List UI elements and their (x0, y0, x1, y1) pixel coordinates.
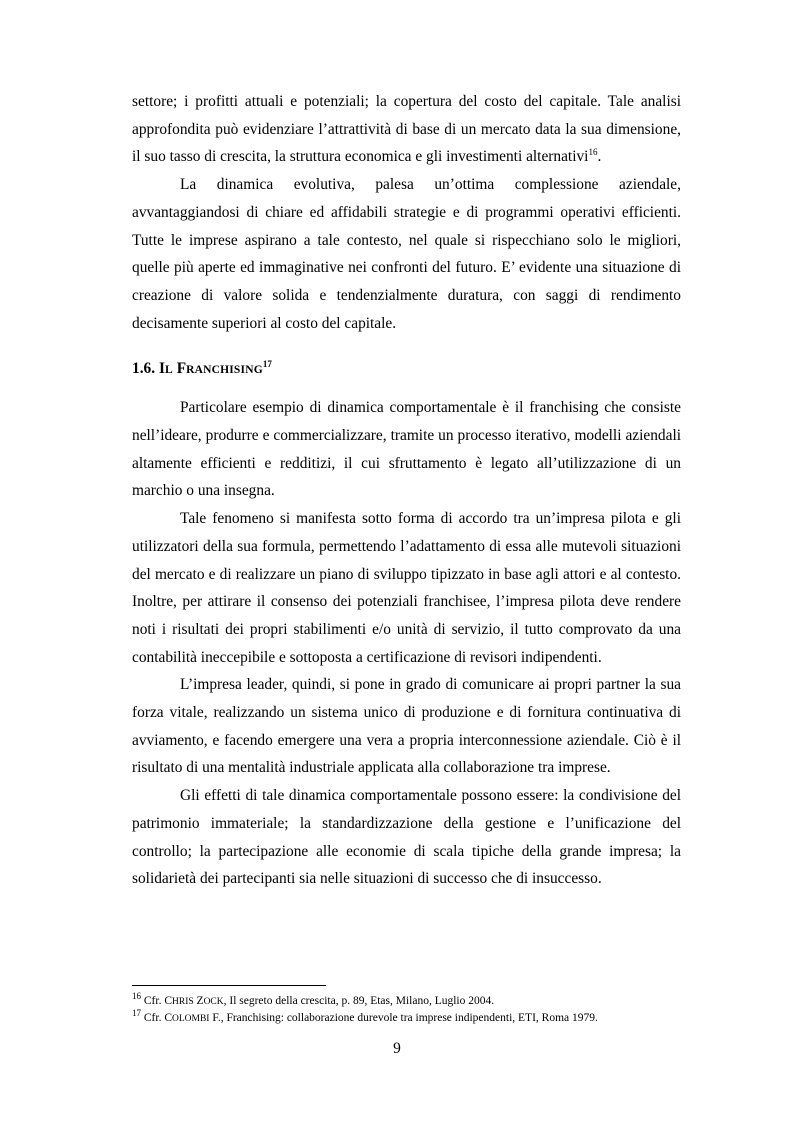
paragraph: La dinamica evolutiva, palesa un’ottima complessione aziendale, avvantaggiandosi di chiare ed affidabili strategie e di programmi operativi efficienti. Tutte le imprese aspirano a tale contesto, nel quale si rispecchiano solo le migliori, quelle più aperte ed immaginative nei confronti del futuro. E’ evidente una situazione di creazione di valore solida e tendenzialmente duratura, con saggi di rendimento decisamente superiori al costo del capitale. (132, 176, 681, 332)
section-title (159, 360, 263, 377)
paragraph-tail: . (597, 148, 602, 166)
footnote-prefix: Cfr. (143, 995, 165, 1007)
footnote-ref: 17 (262, 359, 272, 370)
section-number: 1.6. (132, 360, 156, 378)
title-smallcaps: RANCHISING (186, 364, 263, 377)
author-letter: C (164, 1012, 172, 1024)
author-smallcaps: HRIS (172, 997, 194, 1007)
footnote-number: 16 (132, 991, 141, 1002)
author-smallcaps: OCK (203, 997, 224, 1007)
title-letter: I (158, 360, 165, 378)
section-heading (132, 355, 681, 384)
title-smallcaps: L (164, 364, 173, 377)
footnote-separator (132, 985, 326, 986)
author-smallcaps: OLOMBI (172, 1014, 210, 1024)
footnote (132, 993, 692, 1010)
title-letter: F (176, 360, 187, 378)
footnotes (132, 993, 692, 1027)
author-letter: Z (196, 995, 204, 1007)
page-body (132, 88, 681, 893)
author-letter: C (164, 995, 172, 1007)
paragraph: Gli effetti di tale dinamica comportamentale possono essere: la condivisione del patrimonio immateriale; la standardizzazione della gestione e l’unificazione del controllo; la partecipazione alle economie di scala tipiche della grande impresa; la solidarietà dei partecipanti sia nelle situazioni di successo che di insuccesso. (132, 787, 681, 888)
footnote-text: F., Franchising: collaborazione durevole tra imprese indipendenti, ETI, Roma 1979. (209, 1012, 598, 1024)
footnote-ref: 16 (588, 147, 598, 158)
footnote-text: , Il segreto della crescita, p. 89, Etas, Milano, Luglio 2004. (223, 995, 495, 1007)
paragraph: Particolare esempio di dinamica comportamentale è il franchising che consiste nell’ideare, produrre e commercializzare, tramite un processo iterativo, modelli aziendali altamente efficienti e redditizi, il cui sfruttamento è legato all’utilizzazione di un marchio o una insegna. (132, 399, 681, 500)
footnote-number: 17 (132, 1008, 141, 1019)
paragraph-text: settore; i profitti attuali e potenziali; la copertura del costo del capitale. Tale analisi approfondita può evidenziare l’attrattività di base di un mercato data la sua dimensione, il suo tasso di crescita, la struttura economica e gli investimenti alternativi (132, 93, 681, 166)
footnote (132, 1010, 692, 1027)
paragraph-continued (132, 88, 681, 171)
footnote-prefix: Cfr. (143, 1012, 165, 1024)
page-number: 9 (393, 1040, 401, 1057)
paragraph: Tale fenomeno si manifesta sotto forma di accordo tra un’impresa pilota e gli utilizzatori della sua formula, permettendo l’adattamento di essa alle mutevoli situazioni del mercato e di realizzare un piano di sviluppo tipizzato in base agli attori e al contesto. Inoltre, per attirare il consenso dei potenziali franchisee, l’impresa pilota deve rendere noti i risultati dei propri stabilimenti e/o unità di servizio, il tutto comprovato da una contabilità ineccepibile e sottoposta a certificazione di revisori indipendenti. (132, 510, 681, 666)
paragraph: L’impresa leader, quindi, si pone in grado di comunicare ai propri partner la sua forza vitale, realizzando un sistema unico di produzione e di fornitura continuativa di avviamento, e facendo emergere una vera a propria interconnessione aziendale. Ciò è il risultato di una mentalità industriale applicata alla collaborazione tra imprese. (132, 676, 681, 777)
